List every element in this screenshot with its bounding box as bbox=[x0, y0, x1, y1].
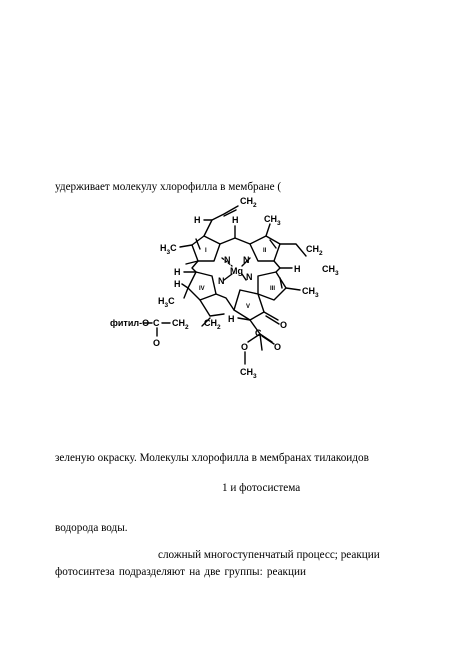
vinyl-ch2-label: $CH_2$ bbox=[240, 196, 257, 209]
o-ketone-label: O bbox=[280, 320, 288, 330]
ch3-top-right-label: $CH_3$ bbox=[264, 214, 281, 227]
n3-label: N bbox=[246, 272, 253, 282]
h-top-left-label: H bbox=[194, 215, 201, 225]
chlorophyll-structure-diagram bbox=[100, 192, 360, 382]
phytyl-ester-c-label: C bbox=[153, 318, 160, 328]
n1-label: N bbox=[224, 255, 231, 265]
ch3-ethyl-label: $CH_3$ bbox=[322, 264, 339, 277]
paragraph-line-1: удерживает молекулу хлорофилла в мембране ( bbox=[55, 181, 282, 193]
o-ester-label: O bbox=[241, 342, 249, 352]
o-ester-double-label: O bbox=[274, 342, 282, 352]
h-ring4-label: H bbox=[174, 279, 181, 289]
phytyl-label: фитил-O bbox=[110, 318, 150, 328]
paragraph-line-6: фотосинтеза подразделяют на две группы: реакции bbox=[55, 566, 306, 578]
substituent-bonds bbox=[180, 206, 306, 364]
phytyl-o-double-label: O bbox=[153, 338, 161, 348]
h3c-left-label: $H_3C$ bbox=[160, 243, 177, 256]
n2-label: N bbox=[243, 255, 250, 265]
ring-numeral-iv: IV bbox=[199, 286, 205, 292]
n4-label: N bbox=[218, 276, 225, 286]
paragraph-line-2: зеленую окраску. Молекулы хлорофилла в мембранах тилакоидов bbox=[55, 452, 369, 464]
h-top-mid-label: H bbox=[232, 215, 239, 225]
h-left-label: H bbox=[174, 267, 181, 277]
ring-numeral-ii: II bbox=[263, 248, 267, 254]
paragraph-line-4: водорода воды. bbox=[55, 522, 128, 534]
ring-numeral-i: I bbox=[205, 248, 207, 254]
ch2-right-label: $CH_2$ bbox=[306, 244, 323, 257]
ch3-right-label: $CH_3$ bbox=[302, 286, 319, 299]
h3c-ring4-label: $H_3C$ bbox=[158, 296, 175, 309]
h-right-label: H bbox=[294, 264, 301, 274]
ch3-ester-label: $CH_3$ bbox=[240, 367, 257, 380]
phytyl-ch2b-label: $CH_2$ bbox=[204, 318, 221, 331]
mg-label: Mg bbox=[230, 266, 243, 276]
h-bottom-label: H bbox=[228, 314, 235, 324]
ring-numeral-v: V bbox=[246, 304, 251, 310]
paragraph-line-5: сложный многоступенчатый процесс; реакции bbox=[158, 549, 380, 561]
paragraph-line-3: 1 и фотосистема bbox=[222, 482, 301, 494]
c-ester-label: C bbox=[255, 328, 262, 338]
phytyl-ch2a-label: $CH_2$ bbox=[172, 318, 189, 331]
ring-numeral-iii: III bbox=[270, 286, 276, 292]
